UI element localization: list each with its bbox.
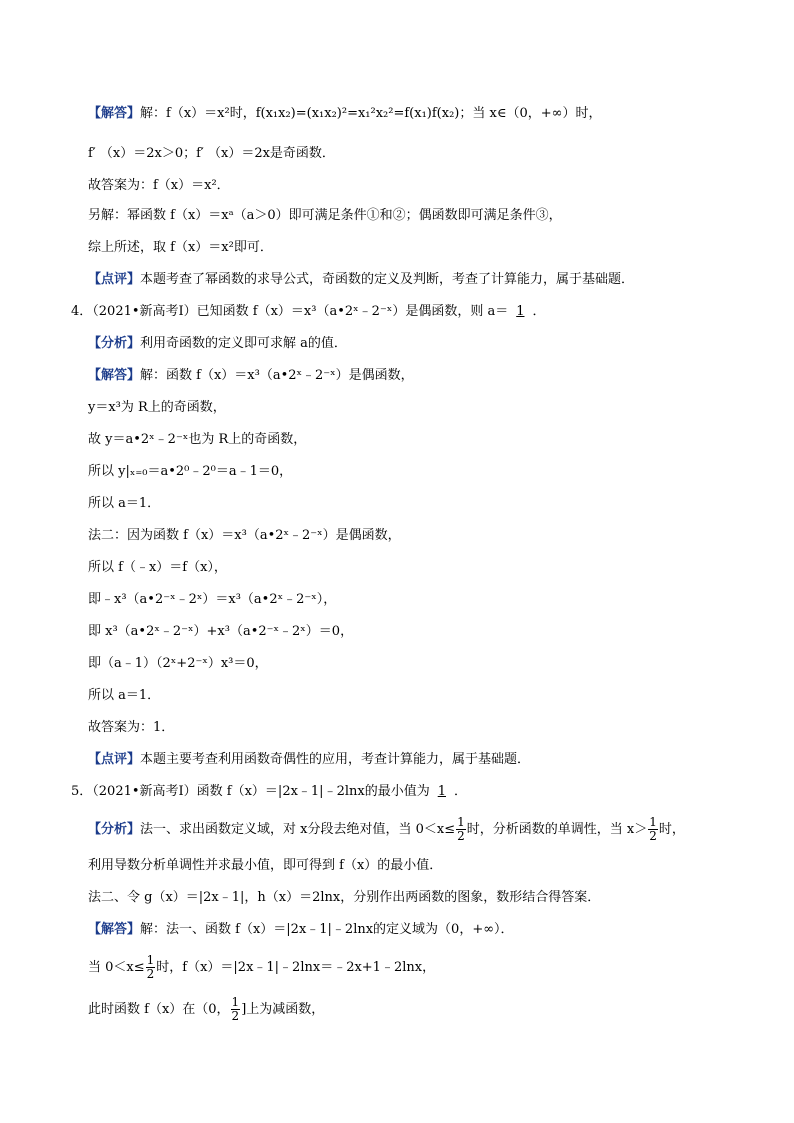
q5-solution-line1 <box>88 920 514 940</box>
q5-a1-post: 时， <box>658 822 685 837</box>
q5-analysis-line1 <box>88 816 685 843</box>
q4-comment: 本题主要考查利用函数奇偶性的应用，考查计算能力，属于基础题． <box>140 752 531 767</box>
q5-s2-post: 时，f（x）＝|2x﹣1|﹣2lnx＝﹣2x+1﹣2lnx， <box>156 960 436 975</box>
frac-den: 2 <box>146 967 155 981</box>
q4-line12: 故答案为：1． <box>88 720 175 735</box>
q4-analysis: 利用奇函数的定义即可求解 a的值． <box>140 336 347 351</box>
solution-tag: 【解答】 <box>88 922 141 937</box>
analysis-tag: 【分析】 <box>88 336 141 351</box>
q4-line2: y＝x³为 R上的奇函数， <box>88 400 226 415</box>
q5-sol1: 解：法一、函数 f（x）＝|2x﹣1|﹣2lnx的定义域为（0，+∞）． <box>140 922 514 937</box>
q4-analysis-line <box>88 334 347 354</box>
q3-answer: 故答案为：f（x）＝x²． <box>88 178 230 193</box>
q3-alt-solution: 另解：幂函数 f（x）＝xᵃ（a＞0）即可满足条件①和②；偶函数即可满足条件③， <box>88 208 562 223</box>
frac-num: 1 <box>457 815 465 829</box>
q4-solution-line1 <box>88 366 414 386</box>
q4-line4: 所以 y|ₓ₌₀＝a•2⁰﹣2⁰＝a﹣1＝0， <box>88 464 293 479</box>
q5-answer-blank: 1 <box>437 784 446 799</box>
q4-line9: 即 x³（a•2ˣ﹣2⁻ˣ）+x³（a•2⁻ˣ﹣2ˣ）＝0， <box>88 624 354 639</box>
q5-a1-pre: 法一、求出函数定义域，对 x分段去绝对值，当 0＜x≤ <box>140 822 456 837</box>
q4-stem <box>71 302 546 322</box>
q5-stem <box>71 782 467 802</box>
frac-num: 1 <box>231 995 240 1009</box>
frac-den: 2 <box>649 829 657 843</box>
q5-s3-pre: 此时函数 f（x）在（0， <box>88 1002 230 1017</box>
q4-line11: 所以 a＝1． <box>88 688 161 703</box>
q4-comment-line <box>88 750 530 770</box>
q4-line10: 即（a﹣1）（2ˣ+2⁻ˣ）x³＝0， <box>88 656 268 671</box>
fraction-half <box>146 954 156 981</box>
analysis-tag: 【分析】 <box>88 822 141 837</box>
solution-tag: 【解答】 <box>88 106 141 121</box>
q3-solution-line1 <box>88 104 601 124</box>
q5-s3-post: ]上为减函数， <box>241 1002 325 1017</box>
q4-answer-blank: 1 <box>516 304 525 319</box>
fraction-half <box>231 996 241 1023</box>
q3-summary: 综上所述，取 f（x）＝x²即可． <box>88 240 273 255</box>
q4-line8: 即﹣x³（a•2⁻ˣ﹣2ˣ）＝x³（a•2ˣ﹣2⁻ˣ）， <box>88 592 337 607</box>
frac-den: 2 <box>231 1009 240 1023</box>
q5-s2-pre: 当 0＜x≤ <box>88 960 145 975</box>
fraction-half <box>456 816 466 843</box>
frac-den: 2 <box>457 829 465 843</box>
frac-num: 1 <box>649 815 657 829</box>
q4-line3: 故 y＝a•2ˣ﹣2⁻ˣ也为 R上的奇函数， <box>88 432 307 447</box>
q4-line7: 所以 f（﹣x）＝f（x）， <box>88 560 227 575</box>
q5-solution-line3 <box>88 996 324 1023</box>
q5-analysis-line3: 法二、令 g（x）＝|2x﹣1|，h（x）＝2lnx，分别作出两函数的图象，数形结合得答案． <box>88 890 601 905</box>
q4-stem-text: 4．（2021•新高考Ⅰ）已知函数 f（x）＝x³（a•2ˣ﹣2⁻ˣ）是偶函数，则 a＝ <box>71 304 509 319</box>
q5-analysis-line2: 利用导数分析单调性并求最小值，即可得到 f（x）的最小值． <box>88 858 443 873</box>
q4-line5: 所以 a＝1． <box>88 496 161 511</box>
fraction-half <box>648 816 658 843</box>
comment-tag: 【点评】 <box>88 752 141 767</box>
q3-sol-text1: 解：f（x）＝x²时，f(x₁x₂)=(x₁x₂)²=x₁²x₂²=f(x₁)f(x₂)；当 x∈（0，+∞）时， <box>140 106 602 121</box>
q5-stem-end: ． <box>453 784 467 799</box>
q4-stem-end: ． <box>532 304 546 319</box>
q5-solution-line2 <box>88 954 435 981</box>
q3-sol-text2: f′ （x）＝2x＞0；f′ （x）＝2x是奇函数． <box>88 146 335 161</box>
frac-num: 1 <box>146 953 155 967</box>
q4-line6: 法二：因为函数 f（x）＝x³（a•2ˣ﹣2⁻ˣ）是偶函数， <box>88 528 401 543</box>
q4-sol1: 解：函数 f（x）＝x³（a•2ˣ﹣2⁻ˣ）是偶函数， <box>140 368 414 383</box>
q3-comment: 本题考查了幂函数的求导公式，奇函数的定义及判断，考查了计算能力，属于基础题． <box>140 272 635 287</box>
q5-stem-text: 5．（2021•新高考Ⅰ）函数 f（x）＝|2x﹣1|﹣2lnx的最小值为 <box>71 784 430 799</box>
q5-a1-mid: 时，分析函数的单调性，当 x＞ <box>466 822 648 837</box>
comment-tag: 【点评】 <box>88 272 141 287</box>
solution-tag: 【解答】 <box>88 368 141 383</box>
q3-comment-line <box>88 270 634 290</box>
